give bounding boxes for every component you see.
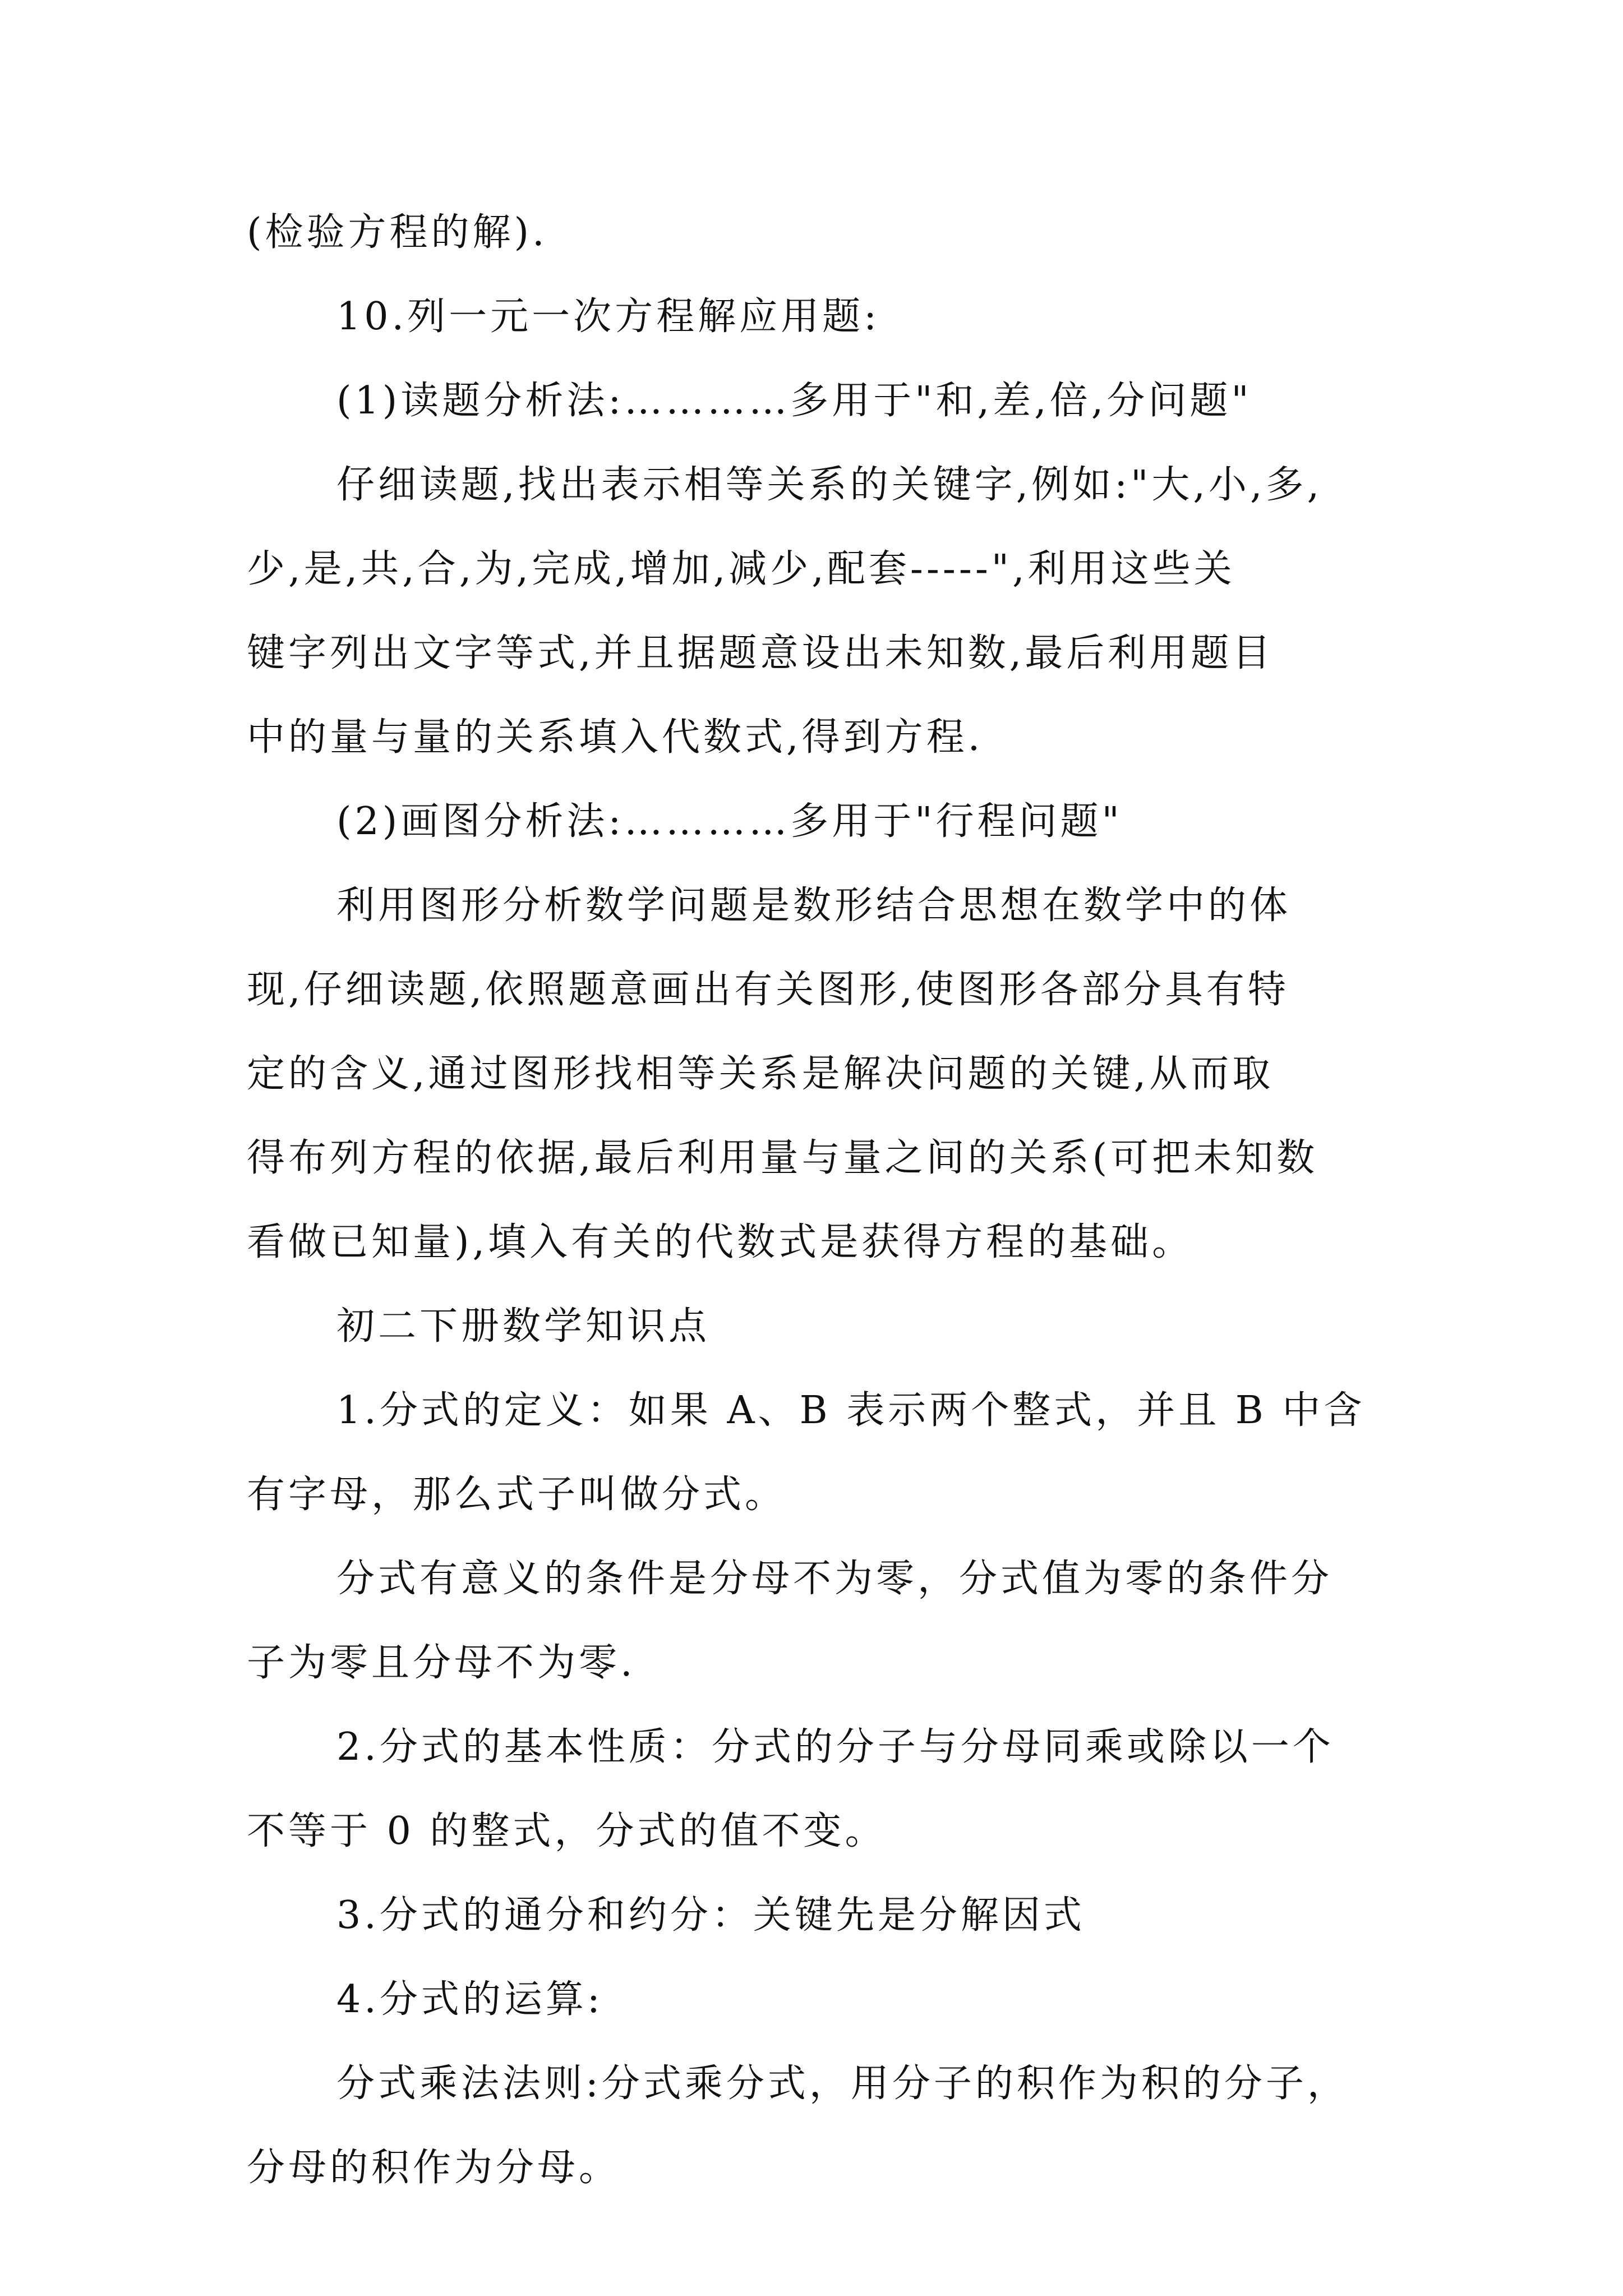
text-line: 键字列出文字等式,并且据题意设出未知数,最后利用题目 [247,631,1274,675]
text-line: 子为零且分母不为零. [247,1641,636,1685]
text-line: 利用图形分析数学问题是数形结合思想在数学中的体 [336,884,1292,928]
text-line: 仔细读题,找出表示相等关系的关键字,例如:"大,小,多, [336,463,1323,507]
text-line: 1.分式的定义：如果 A、B 表示两个整式，并且 B 中含 [336,1388,1366,1433]
text-line: 中的量与量的关系填入代数式,得到方程. [247,715,984,760]
text-line: 得布列方程的依据,最后利用量与量之间的关系(可把未知数 [247,1136,1318,1180]
text-line: 分母的积作为分母。 [247,2146,621,2190]
text-line: 看做已知量),填入有关的代数式是获得方程的基础。 [247,1220,1194,1264]
text-line: 少,是,共,合,为,完成,增加,减少,配套-----",利用这些关 [247,547,1235,591]
text-line: 10.列一元一次方程解应用题: [336,295,880,339]
text-line: 现,仔细读题,依照题意画出有关图形,使图形各部分具有特 [247,968,1289,1012]
text-line: (2)画图分析法:…………多用于"行程问题" [336,799,1123,844]
text-line: 2.分式的基本性质：分式的分子与分母同乘或除以一个 [336,1725,1334,1769]
text-line: 4.分式的运算: [336,1977,603,2022]
text-line: 定的含义,通过图形找相等关系是解决问题的关键,从而取 [247,1052,1274,1096]
text-line: 有字母，那么式子叫做分式。 [247,1473,787,1517]
section-heading: 初二下册数学知识点 [336,1304,711,1349]
text-line: 分式有意义的条件是分母不为零，分式值为零的条件分 [336,1557,1333,1601]
text-line: (1)读题分析法:…………多用于"和,差,倍,分问题" [336,379,1252,423]
text-line: (检验方程的解). [247,210,548,255]
text-line: 不等于 0 的整式，分式的值不变。 [247,1809,887,1853]
text-line: 3.分式的通分和约分：关键先是分解因式 [336,1893,1085,1938]
text-line: 分式乘法法则:分式乘分式，用分子的积作为积的分子， [336,2062,1349,2106]
